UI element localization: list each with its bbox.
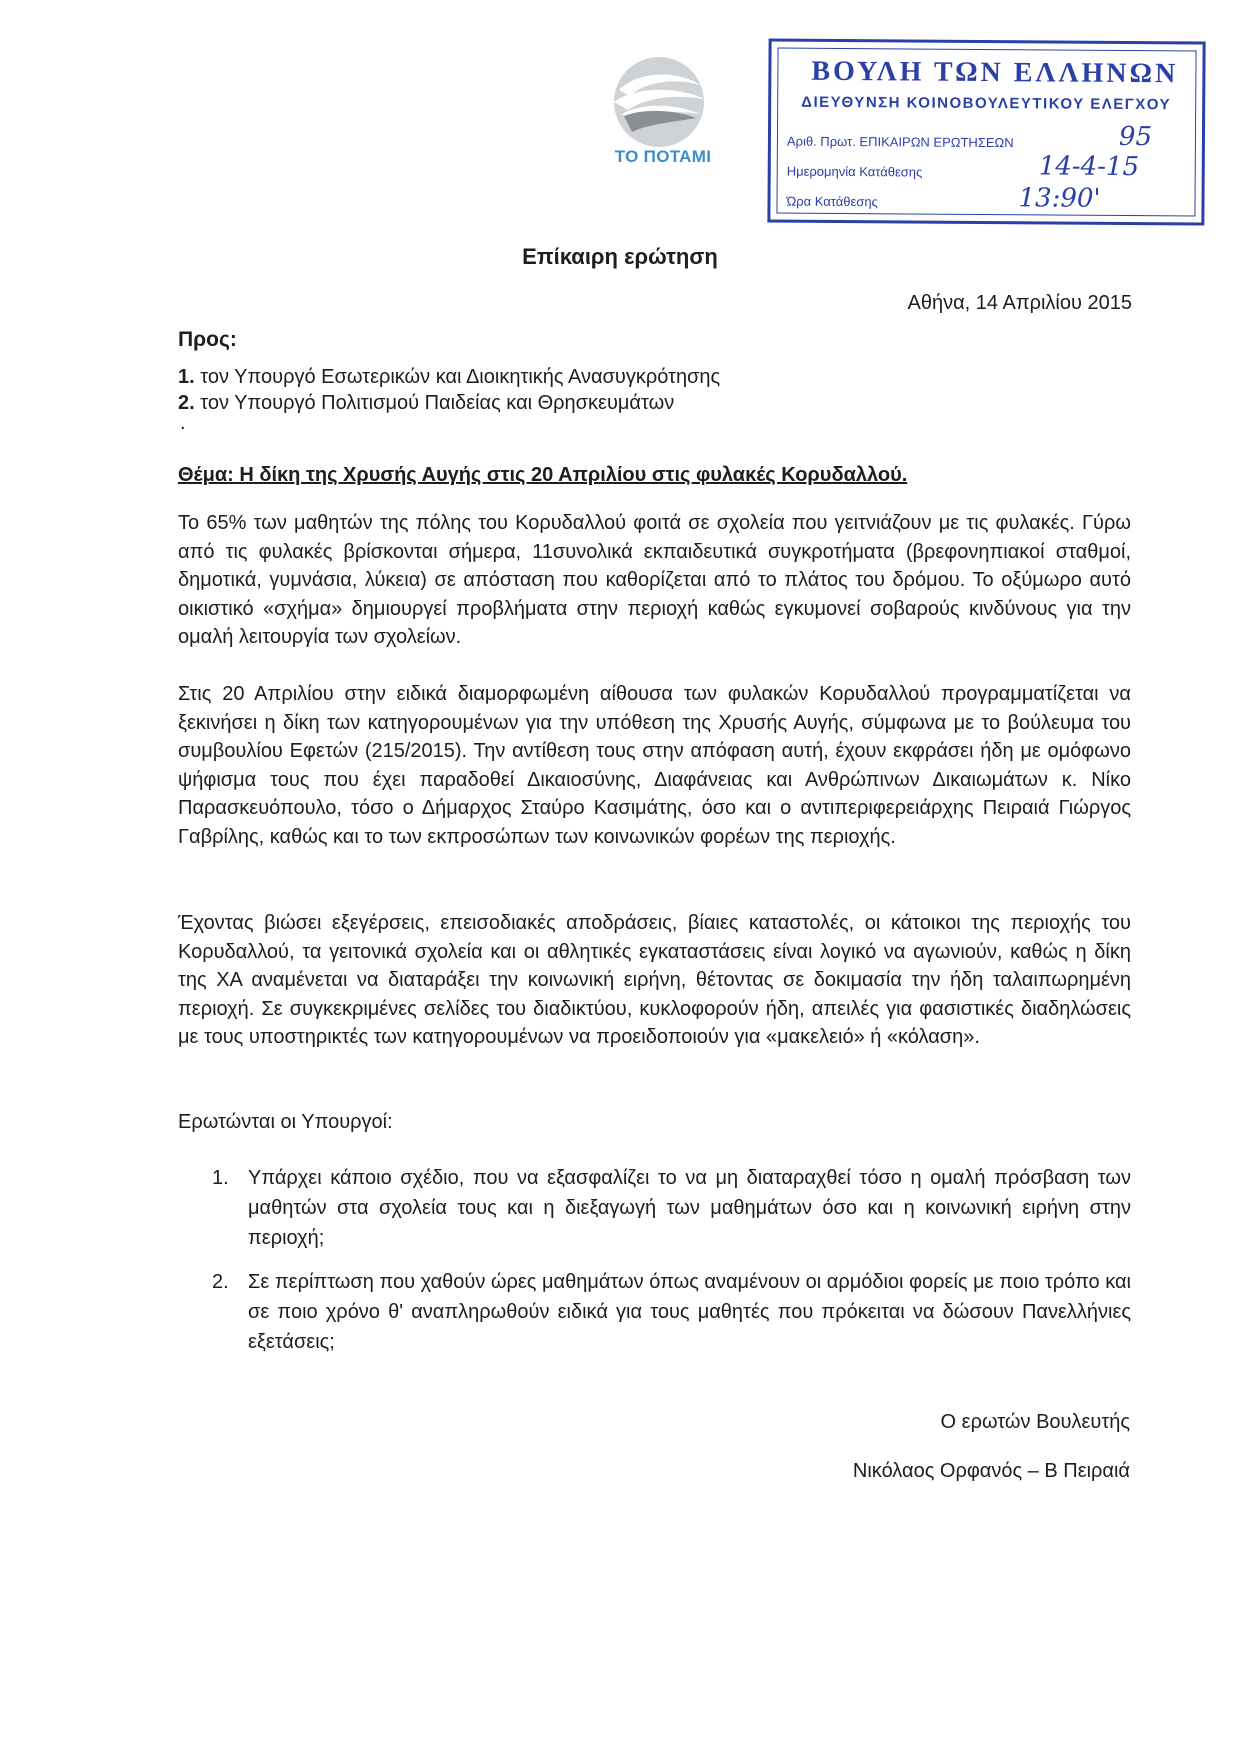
stamp-row-date-label: Ημερομηνία Κατάθεσης	[786, 163, 923, 180]
paragraph: Στις 20 Απριλίου στην ειδικά διαμορφωμένη αίθουσα των φυλακών Κορυδαλλού προγραμματίζεται να ξεκινήσει η δίκη των κατηγορουμένων για την υπόθεση της Χρυσής Αυγής, σύμφωνα με το βούλευμα του συμβουλίου Εφετών (215/2015). Την αντίθεση τους στην απόφαση αυτή, έχουν εκφράσει ήδη με ομόφωνο ψήφισμα τους που έχει παραδοθεί Δικαιοσύνης, Διαφάνειας και Ανθρώπινων Δικαιωμάτων κ. Νίκο Παρασκευόπουλο, τόσο ο Δήμαρχος Σταύρο Κασιμάτης, όσο και ο αντιπεριφερειάρχης Πειραιά Γιώργος Γαβρίλης, καθώς και το των εκπροσώπων των κοινωνικών φορέων της περιοχής.	[178, 683, 1131, 848]
paragraph: Το 65% των μαθητών της πόλης του Κορυδαλλού φοιτά σε σχολεία που γειτνιάζουν με τις φυλακές. Γύρω από τις φυλακές βρίσκονται σήμερα, 11συνολικά εκπαιδευτικά συγκροτήματα (βρεφονηπιακοί σταθμοί, δημοτικά, γυμνάσια, λύκεια) σε απόσταση που καθορίζεται από το πλάτος του δρόμου. Το οξύμωρο αυτό οικιστικό «σχήμα» δημιουργεί προβλήματα στην περιοχή καθώς εγκυμονεί σοβαρούς κινδύνους για την ομαλή λειτουργία των σχολείων.	[178, 512, 1131, 649]
recipient-item	[178, 392, 674, 415]
question-text: Υπάρχει κάποιο σχέδιο, που να εξασφαλίζει το να μη διαταραχθεί τόσο η ομαλή πρόσβαση των μαθητών στα σχολεία τους και η διεξαγωγή των μαθημάτων όσο και η κοινωνική ειρήνη στην περιοχή;	[248, 1167, 1131, 1249]
logo-text: ΤΟ ΠΟΤΑΜΙ	[614, 147, 712, 166]
stray-dot: .	[180, 412, 186, 434]
recipients-label: Προς:	[178, 328, 237, 351]
question-number: 2.	[212, 1271, 229, 1293]
stamp-time-value: 13:90'	[1018, 183, 1101, 214]
stamp-number-value: 95	[1118, 121, 1153, 153]
recipient-number: 2.	[178, 392, 195, 414]
document-title: Επίκαιρη ερώτηση	[522, 244, 718, 269]
party-logo	[584, 52, 734, 182]
recipient-item	[178, 366, 720, 389]
signature-name: Νικόλαος Ορφανός – Β Πειραιά	[852, 1460, 1130, 1482]
subject-line: Θέμα: Η δίκη της Χρυσής Αυγής στις 20 Απριλίου στις φυλακές Κορυδαλλού.	[178, 464, 908, 486]
stamp-date-value: 14-4-15	[1038, 151, 1140, 183]
paragraph: Ερωτώνται οι Υπουργοί:	[178, 1111, 393, 1133]
stamp-row-date	[787, 164, 923, 180]
stamp-row-number-label: Αριθ. Πρωτ. ΕΠΙΚΑΙΡΩΝ ΕΡΩΤΗΣΕΩΝ	[786, 133, 1014, 151]
question-number: 1.	[212, 1167, 229, 1189]
stamp-subtitle: ΔΙΕΥΘΥΝΣΗ ΚΟΙΝΟΒΟΥΛΕΥΤΙΚΟΥ ΕΛΕΓΧΟΥ	[801, 93, 1172, 114]
parliament-stamp	[767, 38, 1205, 225]
stamp-row-number	[787, 134, 1014, 151]
paragraph: Έχοντας βιώσει εξεγέρσεις, επεισοδιακές αποδράσεις, βίαιες καταστολές, οι κάτοικοι της περιοχής του Κορυδαλλού, τα γειτονικά σχολεία και οι αθλητικές εγκαταστάσεις είναι λογικό να αγωνιούν, καθώς η δίκη της ΧΑ αναμένεται να διαταράξει την κοινωνική ειρήνη, θέτοντας σε δοκιμασία την ήδη ταλαιπωρημένη περιοχή. Σε συγκεκριμένες σελίδες του διαδικτύου, κυκλοφορούν ήδη, απειλές για φασιστικές διαδηλώσεις με τους υποστηρικτές των κατηγορουμένων να προειδοποιούν για «μακελειό» ή «κόλαση».	[178, 912, 1131, 1049]
recipient-number: 1.	[178, 366, 195, 388]
stamp-row-time-label: Ώρα Κατάθεσης	[786, 193, 878, 210]
recipient-text: τον Υπουργό Εσωτερικών και Διοικητικής Ανασυγκρότησης	[194, 366, 721, 388]
stamp-title: ΒΟΥΛΗ ΤΩΝ ΕΛΛΗΝΩΝ	[811, 55, 1179, 90]
question-text: Σε περίπτωση που χαθούν ώρες μαθημάτων όπως αναμένουν οι αρμόδιοι φορείς με ποιο τρόπο και σε ποιο χρόνο θ' αναπληρωθούν ειδικά για τους μαθητές που πρόκειται να δώσουν Πανελλήνιες εξετάσεις;	[248, 1271, 1131, 1353]
document-date: Αθήνα, 14 Απριλίου 2015	[907, 292, 1132, 314]
signature-role: Ο ερωτών Βουλευτής	[940, 1411, 1130, 1433]
logo-icon	[584, 52, 734, 152]
stamp-row-time	[786, 194, 877, 210]
recipient-text: τον Υπουργό Πολιτισμού Παιδείας και Θρησκευμάτων	[194, 392, 675, 414]
